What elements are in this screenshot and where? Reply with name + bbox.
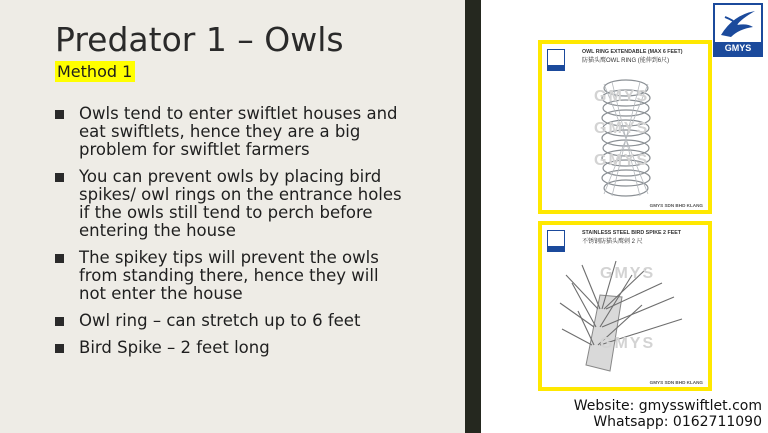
square-bullet-icon bbox=[55, 344, 64, 353]
bird-spike-product-image bbox=[538, 221, 712, 391]
square-bullet-icon bbox=[55, 317, 64, 326]
whatsapp-text: Whatsapp: 0162711090 bbox=[593, 414, 762, 430]
method-label: Method 1 bbox=[55, 61, 135, 82]
product-title: OWL RING EXTENDABLE (MAX 6 FEET) bbox=[582, 49, 683, 55]
product-title: STAINLESS STEEL BIRD SPIKE 2 FEET bbox=[582, 230, 681, 236]
website-text: Website: gmysswiftlet.com bbox=[573, 398, 762, 414]
bullet-item bbox=[55, 105, 410, 159]
watermark-text: GMYS bbox=[600, 335, 656, 352]
bullet-list bbox=[55, 105, 410, 366]
gmys-logo bbox=[713, 3, 763, 57]
owl-ring-product-image bbox=[538, 40, 712, 214]
watermark-text: GMYS bbox=[594, 152, 650, 169]
product-subtitle: 防猫头鹰OWL RING (能伸到6尺) bbox=[582, 58, 670, 64]
product-subtitle: 不锈钢防猫头鹰刺 2 尺 bbox=[582, 239, 643, 245]
product-footer: GMYS SDN BHD KLANG bbox=[649, 203, 703, 208]
watermark-text: GMYS bbox=[594, 120, 650, 137]
logo-label: GMYS bbox=[715, 42, 761, 55]
watermark-text: GMYS bbox=[600, 265, 656, 282]
bullet-item bbox=[55, 312, 410, 330]
square-bullet-icon bbox=[55, 173, 64, 182]
bullet-item bbox=[55, 249, 410, 303]
watermark-text: GMYS bbox=[594, 88, 650, 105]
product-footer: GMYS SDN BHD KLANG bbox=[649, 380, 703, 385]
bullet-text: Owl ring – can stretch up to 6 feet bbox=[79, 311, 361, 330]
divider-bar bbox=[465, 0, 481, 433]
bullet-item bbox=[55, 168, 410, 240]
square-bullet-icon bbox=[55, 254, 64, 263]
bird-spike-icon bbox=[542, 225, 708, 387]
bullet-item bbox=[55, 339, 410, 357]
swiftlet-icon bbox=[715, 5, 761, 43]
bullet-text: Owls tend to enter swiftlet houses and eat swiftlets, hence they are a big problem for swiftlet farmers bbox=[79, 104, 398, 159]
page-title: Predator 1 – Owls bbox=[55, 20, 344, 59]
bullet-text: The spikey tips will prevent the owls from standing there, hence they will not enter the house bbox=[79, 248, 379, 303]
bullet-text: Bird Spike – 2 feet long bbox=[79, 338, 270, 357]
bullet-text: You can prevent owls by placing bird spikes/ owl rings on the entrance holes if the owls still tend to perch before entering the house bbox=[79, 167, 402, 240]
square-bullet-icon bbox=[55, 110, 64, 119]
